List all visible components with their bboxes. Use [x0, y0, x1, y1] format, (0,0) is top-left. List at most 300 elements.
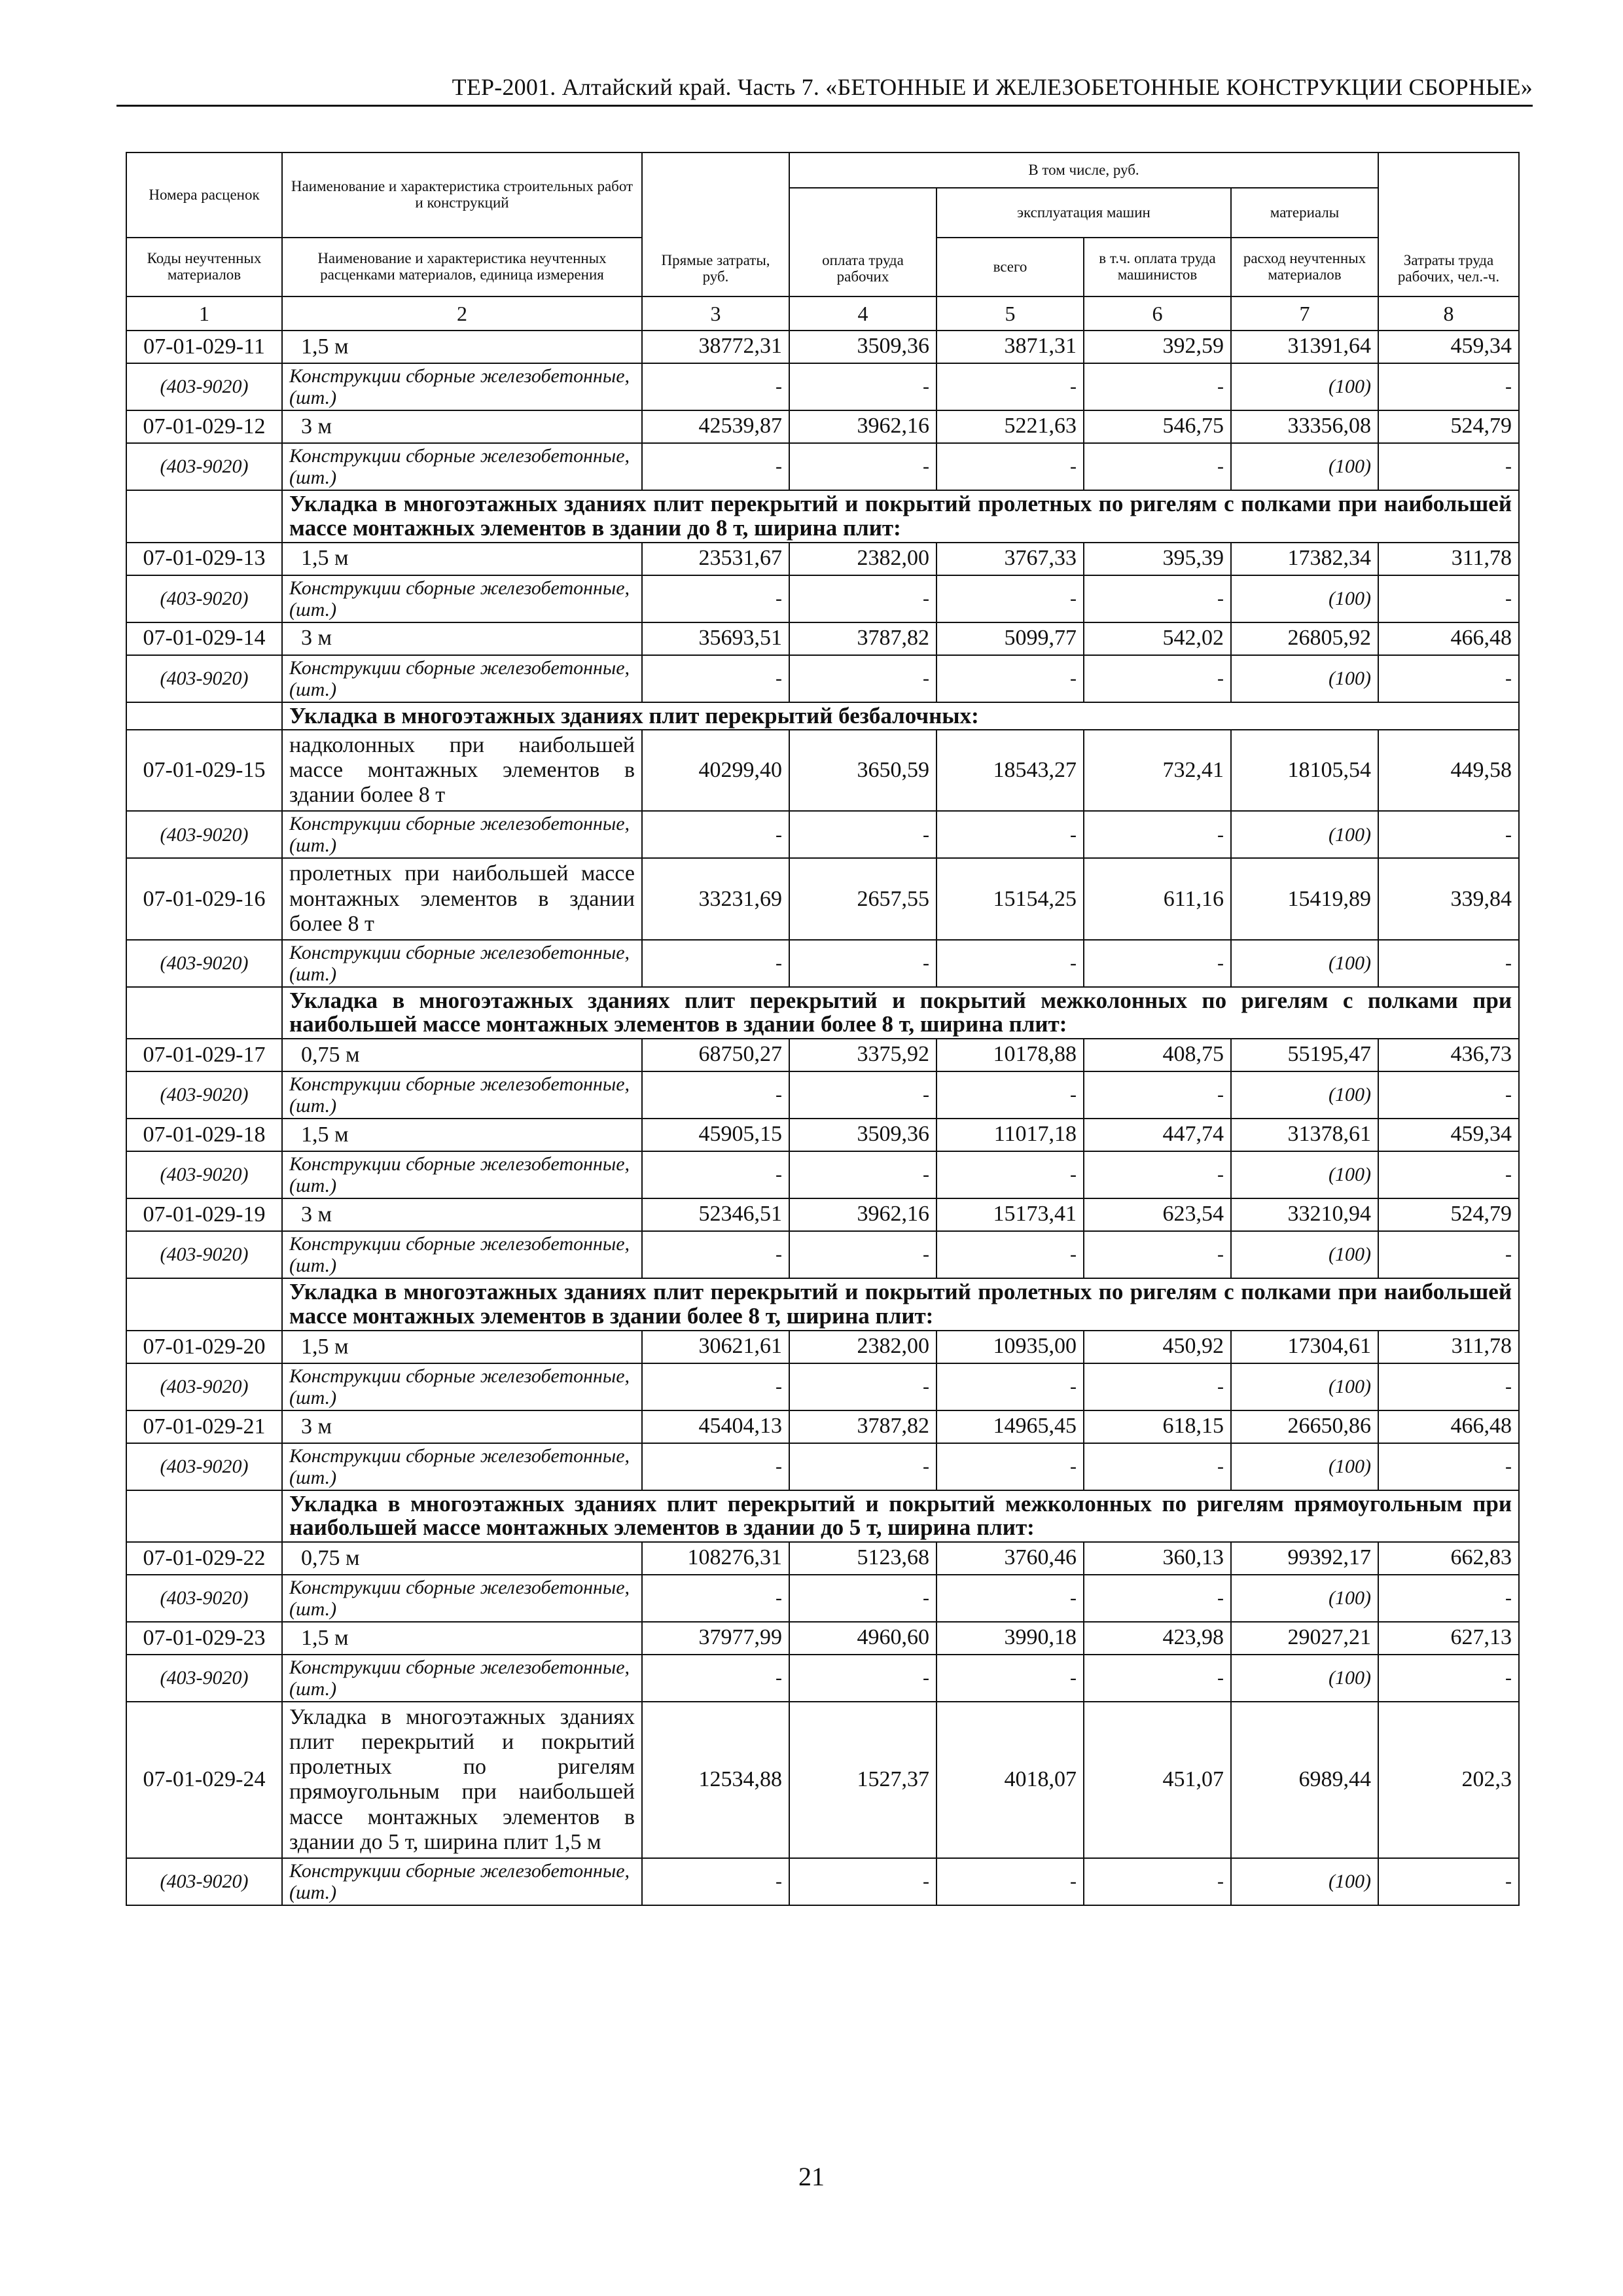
- section-code-cell: [126, 490, 282, 543]
- material-dash: -: [1084, 1363, 1231, 1410]
- direct-costs-value: 33231,69: [642, 858, 789, 939]
- material-name: Конструкции сборные железобетонные, (шт.): [282, 1231, 642, 1278]
- labor-costs-value: 466,48: [1378, 1410, 1519, 1443]
- header-including: В том числе, руб.: [789, 152, 1378, 188]
- material-row: [126, 940, 1519, 987]
- labor-pay-value: 2382,00: [789, 543, 936, 575]
- column-number: 7: [1231, 296, 1378, 331]
- material-dash: -: [936, 363, 1084, 410]
- material-name: Конструкции сборные железобетонные, (шт.): [282, 575, 642, 622]
- header-material-codes: Коды неучтенных материалов: [126, 238, 282, 296]
- material-row: [126, 575, 1519, 622]
- materials-value: 15419,89: [1231, 858, 1378, 939]
- labor-costs-value: 436,73: [1378, 1039, 1519, 1071]
- material-row: [126, 655, 1519, 702]
- machines-total-value: 15173,41: [936, 1198, 1084, 1231]
- material-dash: -: [1378, 940, 1519, 987]
- page-number: 21: [798, 2162, 825, 2191]
- material-quantity: (100): [1231, 811, 1378, 858]
- direct-costs-value: 52346,51: [642, 1198, 789, 1231]
- rate-row: [126, 1198, 1519, 1231]
- direct-costs-value: 12534,88: [642, 1702, 789, 1857]
- section-row: [126, 490, 1519, 543]
- machines-total-value: 10178,88: [936, 1039, 1084, 1071]
- material-code: (403-9020): [126, 443, 282, 490]
- column-number: 3: [642, 296, 789, 331]
- material-dash: -: [1378, 443, 1519, 490]
- labor-pay-value: 5123,68: [789, 1542, 936, 1575]
- rate-code: 07-01-029-17: [126, 1039, 282, 1071]
- section-row: [126, 702, 1519, 730]
- materials-value: 18105,54: [1231, 730, 1378, 811]
- column-number: 1: [126, 296, 282, 331]
- material-dash: -: [1084, 1231, 1231, 1278]
- machines-total-value: 5221,63: [936, 410, 1084, 443]
- materials-value: 99392,17: [1231, 1542, 1378, 1575]
- direct-costs-value: 35693,51: [642, 622, 789, 655]
- material-dash: -: [1378, 1363, 1519, 1410]
- section-code-cell: [126, 987, 282, 1039]
- machines-total-value: 3990,18: [936, 1622, 1084, 1655]
- header-machines-total: всего: [936, 238, 1084, 296]
- material-code: (403-9020): [126, 1443, 282, 1490]
- header-direct-costs: Прямые затраты, руб.: [642, 152, 789, 296]
- rate-code: 07-01-029-24: [126, 1702, 282, 1857]
- material-dash: -: [1084, 1575, 1231, 1622]
- material-dash: -: [936, 575, 1084, 622]
- rate-code: 07-01-029-18: [126, 1119, 282, 1151]
- machinists-pay-value: 408,75: [1084, 1039, 1231, 1071]
- material-dash: -: [1084, 1858, 1231, 1905]
- material-dash: -: [936, 1443, 1084, 1490]
- section-title-text: Укладка в многоэтажных зданиях плит перекрытий и покрытий межколонных по ригелям с полками при наибольшей массе монтажных элементов в здании более 8 т, ширина плит:: [289, 987, 1512, 1037]
- material-dash: -: [789, 655, 936, 702]
- section-title: [282, 1278, 1519, 1331]
- section-row: [126, 987, 1519, 1039]
- material-row: [126, 443, 1519, 490]
- material-dash: -: [642, 811, 789, 858]
- column-number-row: [126, 296, 1519, 331]
- section-title: [282, 987, 1519, 1039]
- material-name: Конструкции сборные железобетонные, (шт.): [282, 811, 642, 858]
- machines-total-value: 10935,00: [936, 1331, 1084, 1363]
- material-code: (403-9020): [126, 1858, 282, 1905]
- material-dash: -: [936, 1858, 1084, 1905]
- material-dash: -: [936, 1363, 1084, 1410]
- material-dash: -: [642, 575, 789, 622]
- material-dash: -: [789, 940, 936, 987]
- section-title: [282, 1490, 1519, 1543]
- material-dash: -: [642, 1151, 789, 1198]
- material-row: [126, 811, 1519, 858]
- material-row: [126, 1363, 1519, 1410]
- direct-costs-value: 45905,15: [642, 1119, 789, 1151]
- material-quantity: (100): [1231, 940, 1378, 987]
- section-title-text: Укладка в многоэтажных зданиях плит перекрытий и покрытий пролетных по ригелям с полками при наибольшей массе монтажных элементов в здании более 8 т, ширина плит:: [289, 1279, 1512, 1329]
- rate-code: 07-01-029-15: [126, 730, 282, 811]
- material-code: (403-9020): [126, 1151, 282, 1198]
- rate-code: 07-01-029-16: [126, 858, 282, 939]
- rate-row: [126, 1542, 1519, 1575]
- machines-total-value: 14965,45: [936, 1410, 1084, 1443]
- page-header: ТЕР-2001. Алтайский край. Часть 7. «БЕТОННЫЕ И ЖЕЛЕЗОБЕТОННЫЕ КОНСТРУКЦИИ СБОРНЫЕ»: [452, 74, 1533, 100]
- section-code-cell: [126, 1278, 282, 1331]
- material-name: Конструкции сборные железобетонные, (шт.): [282, 443, 642, 490]
- labor-costs-value: 311,78: [1378, 543, 1519, 575]
- rate-row: [126, 410, 1519, 443]
- column-number: 5: [936, 296, 1084, 331]
- material-dash: -: [642, 363, 789, 410]
- machinists-pay-value: 360,13: [1084, 1542, 1231, 1575]
- materials-value: 31378,61: [1231, 1119, 1378, 1151]
- labor-costs-value: 524,79: [1378, 1198, 1519, 1231]
- rate-row: [126, 1622, 1519, 1655]
- material-dash: -: [1084, 1443, 1231, 1490]
- table-body: [126, 331, 1519, 1905]
- machines-total-value: 5099,77: [936, 622, 1084, 655]
- materials-value: 26805,92: [1231, 622, 1378, 655]
- material-dash: -: [642, 1231, 789, 1278]
- material-dash: -: [936, 940, 1084, 987]
- header-rule: [116, 105, 1533, 107]
- materials-value: 29027,21: [1231, 1622, 1378, 1655]
- material-quantity: (100): [1231, 1858, 1378, 1905]
- material-dash: -: [1378, 1231, 1519, 1278]
- machines-total-value: 3871,31: [936, 331, 1084, 363]
- section-title-text: Укладка в многоэтажных зданиях плит перекрытий безбалочных:: [289, 702, 979, 728]
- labor-costs-value: 459,34: [1378, 331, 1519, 363]
- rate-code: 07-01-029-22: [126, 1542, 282, 1575]
- section-title: [282, 490, 1519, 543]
- header-materials: материалы: [1231, 188, 1378, 238]
- section-code-cell: [126, 702, 282, 730]
- material-dash: -: [789, 1231, 936, 1278]
- labor-costs-value: 339,84: [1378, 858, 1519, 939]
- rate-name: надколонных при наибольшей массе монтажных элементов в здании более 8 т: [282, 730, 642, 811]
- rate-row: [126, 1119, 1519, 1151]
- material-dash: -: [642, 1575, 789, 1622]
- material-dash: -: [1084, 575, 1231, 622]
- rate-name: 1,5 м: [282, 1331, 642, 1363]
- section-title: [282, 702, 1519, 730]
- labor-pay-value: 3650,59: [789, 730, 936, 811]
- rate-name: 1,5 м: [282, 543, 642, 575]
- machinists-pay-value: 450,92: [1084, 1331, 1231, 1363]
- material-dash: -: [1378, 655, 1519, 702]
- material-quantity: (100): [1231, 1363, 1378, 1410]
- material-dash: -: [789, 1151, 936, 1198]
- material-dash: -: [1378, 575, 1519, 622]
- rate-code: 07-01-029-13: [126, 543, 282, 575]
- materials-value: 33210,94: [1231, 1198, 1378, 1231]
- rate-code: 07-01-029-11: [126, 331, 282, 363]
- material-dash: -: [642, 443, 789, 490]
- labor-pay-value: 3509,36: [789, 1119, 936, 1151]
- material-dash: -: [936, 655, 1084, 702]
- material-dash: -: [1378, 811, 1519, 858]
- material-dash: -: [642, 1071, 789, 1119]
- material-code: (403-9020): [126, 1363, 282, 1410]
- material-row: [126, 1655, 1519, 1702]
- machinists-pay-value: 623,54: [1084, 1198, 1231, 1231]
- rate-row: [126, 543, 1519, 575]
- material-name: Конструкции сборные железобетонные, (шт.): [282, 363, 642, 410]
- material-name: Конструкции сборные железобетонные, (шт.): [282, 1575, 642, 1622]
- material-quantity: (100): [1231, 443, 1378, 490]
- labor-costs-value: 662,83: [1378, 1542, 1519, 1575]
- material-dash: -: [1084, 443, 1231, 490]
- material-dash: -: [1084, 940, 1231, 987]
- material-code: (403-9020): [126, 1655, 282, 1702]
- materials-value: 26650,86: [1231, 1410, 1378, 1443]
- material-dash: -: [789, 1575, 936, 1622]
- material-name: Конструкции сборные железобетонные, (шт.): [282, 1858, 642, 1905]
- material-dash: -: [642, 940, 789, 987]
- material-row: [126, 1231, 1519, 1278]
- header-unaccounted-materials: расход неучтенных материалов: [1231, 238, 1378, 296]
- rate-name: 1,5 м: [282, 1119, 642, 1151]
- rate-name: 3 м: [282, 410, 642, 443]
- direct-costs-value: 37977,99: [642, 1622, 789, 1655]
- rate-code: 07-01-029-20: [126, 1331, 282, 1363]
- machinists-pay-value: 611,16: [1084, 858, 1231, 939]
- machinists-pay-value: 542,02: [1084, 622, 1231, 655]
- labor-pay-value: 4960,60: [789, 1622, 936, 1655]
- material-name: Конструкции сборные железобетонные, (шт.): [282, 1363, 642, 1410]
- material-dash: -: [1378, 1151, 1519, 1198]
- header-machinists-pay: в т.ч. оплата труда машинистов: [1084, 238, 1231, 296]
- rate-row: [126, 331, 1519, 363]
- material-name: Конструкции сборные железобетонные, (шт.): [282, 1655, 642, 1702]
- labor-costs-value: 466,48: [1378, 622, 1519, 655]
- direct-costs-value: 108276,31: [642, 1542, 789, 1575]
- labor-pay-value: 3509,36: [789, 331, 936, 363]
- materials-value: 17304,61: [1231, 1331, 1378, 1363]
- labor-pay-value: 2657,55: [789, 858, 936, 939]
- machines-total-value: 3767,33: [936, 543, 1084, 575]
- material-code: (403-9020): [126, 1071, 282, 1119]
- material-dash: -: [936, 443, 1084, 490]
- rate-name: 3 м: [282, 622, 642, 655]
- machinists-pay-value: 451,07: [1084, 1702, 1231, 1857]
- rate-name: 3 м: [282, 1410, 642, 1443]
- labor-costs-value: 459,34: [1378, 1119, 1519, 1151]
- material-name: Конструкции сборные железобетонные, (шт.): [282, 940, 642, 987]
- header-machines: эксплуатация машин: [936, 188, 1231, 238]
- machinists-pay-value: 392,59: [1084, 331, 1231, 363]
- direct-costs-value: 30621,61: [642, 1331, 789, 1363]
- material-dash: -: [936, 1231, 1084, 1278]
- material-row: [126, 1575, 1519, 1622]
- material-dash: -: [642, 1443, 789, 1490]
- material-dash: -: [1378, 1071, 1519, 1119]
- material-name: Конструкции сборные железобетонные, (шт.): [282, 1071, 642, 1119]
- rate-row: [126, 858, 1519, 939]
- direct-costs-value: 45404,13: [642, 1410, 789, 1443]
- material-dash: -: [789, 1443, 936, 1490]
- machines-total-value: 18543,27: [936, 730, 1084, 811]
- material-dash: -: [789, 363, 936, 410]
- material-row: [126, 1443, 1519, 1490]
- material-code: (403-9020): [126, 940, 282, 987]
- material-dash: -: [1084, 811, 1231, 858]
- column-number: 8: [1378, 296, 1519, 331]
- material-dash: -: [789, 1655, 936, 1702]
- material-dash: -: [789, 811, 936, 858]
- material-quantity: (100): [1231, 1655, 1378, 1702]
- material-dash: -: [789, 1071, 936, 1119]
- material-dash: -: [1378, 1443, 1519, 1490]
- rate-name: Укладка в многоэтажных зданиях плит перекрытий и покрытий пролетных по ригелям прямоугольным при наибольшей массе монтажных элементов в здании до 5 т, ширина плит 1,5 м: [282, 1702, 642, 1857]
- labor-pay-value: 3787,82: [789, 622, 936, 655]
- material-dash: -: [1084, 1071, 1231, 1119]
- rate-row: [126, 1331, 1519, 1363]
- material-dash: -: [789, 443, 936, 490]
- material-dash: -: [936, 1655, 1084, 1702]
- rate-code: 07-01-029-19: [126, 1198, 282, 1231]
- machinists-pay-value: 732,41: [1084, 730, 1231, 811]
- machines-total-value: 11017,18: [936, 1119, 1084, 1151]
- header-work-name: Наименование и характеристика строительных работ и конструкций: [282, 152, 642, 238]
- material-row: [126, 363, 1519, 410]
- material-dash: -: [936, 1151, 1084, 1198]
- labor-pay-value: 2382,00: [789, 1331, 936, 1363]
- labor-costs-value: 627,13: [1378, 1622, 1519, 1655]
- material-code: (403-9020): [126, 1231, 282, 1278]
- material-dash: -: [1378, 1858, 1519, 1905]
- materials-value: 33356,08: [1231, 410, 1378, 443]
- section-code-cell: [126, 1490, 282, 1543]
- machinists-pay-value: 447,74: [1084, 1119, 1231, 1151]
- material-code: (403-9020): [126, 363, 282, 410]
- material-dash: -: [1378, 1575, 1519, 1622]
- material-row: [126, 1858, 1519, 1905]
- material-quantity: (100): [1231, 1151, 1378, 1198]
- material-quantity: (100): [1231, 1443, 1378, 1490]
- rate-code: 07-01-029-23: [126, 1622, 282, 1655]
- material-dash: -: [1378, 1655, 1519, 1702]
- rate-name: 0,75 м: [282, 1039, 642, 1071]
- section-title-text: Укладка в многоэтажных зданиях плит перекрытий и покрытий межколонных по ригелям прямоугольным при наибольшей массе монтажных элементов в здании до 5 т, ширина плит:: [289, 1490, 1512, 1541]
- material-dash: -: [642, 1363, 789, 1410]
- rate-name: пролетных при наибольшей массе монтажных элементов в здании более 8 т: [282, 858, 642, 939]
- material-dash: -: [642, 1858, 789, 1905]
- header-labor-pay: оплата труда рабочих: [789, 188, 936, 296]
- material-dash: -: [789, 1858, 936, 1905]
- material-name: Конструкции сборные железобетонные, (шт.): [282, 1443, 642, 1490]
- header-rate-numbers: Номера расценок: [126, 152, 282, 238]
- header-labor-costs: Затраты труда рабочих, чел.-ч.: [1378, 152, 1519, 296]
- material-row: [126, 1071, 1519, 1119]
- labor-pay-value: 3962,16: [789, 410, 936, 443]
- materials-value: 6989,44: [1231, 1702, 1378, 1857]
- materials-value: 31391,64: [1231, 331, 1378, 363]
- header-material-name: Наименование и характеристика неучтенных расценками материалов, единица измерения: [282, 238, 642, 296]
- materials-value: 55195,47: [1231, 1039, 1378, 1071]
- direct-costs-value: 23531,67: [642, 543, 789, 575]
- rate-code: 07-01-029-14: [126, 622, 282, 655]
- material-code: (403-9020): [126, 575, 282, 622]
- material-dash: -: [789, 575, 936, 622]
- machinists-pay-value: 395,39: [1084, 543, 1231, 575]
- rate-row: [126, 730, 1519, 811]
- rate-row: [126, 1410, 1519, 1443]
- labor-costs-value: 524,79: [1378, 410, 1519, 443]
- material-name: Конструкции сборные железобетонные, (шт.): [282, 655, 642, 702]
- material-dash: -: [1084, 363, 1231, 410]
- rate-row: [126, 1702, 1519, 1857]
- column-number: 6: [1084, 296, 1231, 331]
- labor-pay-value: 1527,37: [789, 1702, 936, 1857]
- labor-pay-value: 3375,92: [789, 1039, 936, 1071]
- direct-costs-value: 38772,31: [642, 331, 789, 363]
- labor-costs-value: 311,78: [1378, 1331, 1519, 1363]
- material-quantity: (100): [1231, 363, 1378, 410]
- section-title-text: Укладка в многоэтажных зданиях плит перекрытий и покрытий пролетных по ригелям с полками при наибольшей массе монтажных элементов в здании до 8 т, ширина плит:: [289, 491, 1512, 541]
- material-code: (403-9020): [126, 1575, 282, 1622]
- material-quantity: (100): [1231, 1231, 1378, 1278]
- material-row: [126, 1151, 1519, 1198]
- labor-pay-value: 3787,82: [789, 1410, 936, 1443]
- rate-name: 3 м: [282, 1198, 642, 1231]
- section-row: [126, 1278, 1519, 1331]
- material-quantity: (100): [1231, 1575, 1378, 1622]
- material-dash: -: [936, 811, 1084, 858]
- machines-total-value: 4018,07: [936, 1702, 1084, 1857]
- table-header: [126, 152, 1519, 331]
- material-dash: -: [642, 655, 789, 702]
- rate-row: [126, 1039, 1519, 1071]
- labor-pay-value: 3962,16: [789, 1198, 936, 1231]
- material-code: (403-9020): [126, 811, 282, 858]
- material-dash: -: [642, 1655, 789, 1702]
- material-code: (403-9020): [126, 655, 282, 702]
- direct-costs-value: 42539,87: [642, 410, 789, 443]
- material-dash: -: [1084, 1655, 1231, 1702]
- column-number: 2: [282, 296, 642, 331]
- section-row: [126, 1490, 1519, 1543]
- rates-table: [126, 152, 1520, 1906]
- rate-name: 1,5 м: [282, 1622, 642, 1655]
- material-dash: -: [936, 1575, 1084, 1622]
- material-dash: -: [1084, 1151, 1231, 1198]
- machines-total-value: 15154,25: [936, 858, 1084, 939]
- material-name: Конструкции сборные железобетонные, (шт.): [282, 1151, 642, 1198]
- rate-code: 07-01-029-21: [126, 1410, 282, 1443]
- material-dash: -: [789, 1363, 936, 1410]
- material-dash: -: [1378, 363, 1519, 410]
- rate-code: 07-01-029-12: [126, 410, 282, 443]
- material-quantity: (100): [1231, 1071, 1378, 1119]
- material-dash: -: [1084, 655, 1231, 702]
- machinists-pay-value: 618,15: [1084, 1410, 1231, 1443]
- rate-row: [126, 622, 1519, 655]
- machines-total-value: 3760,46: [936, 1542, 1084, 1575]
- labor-costs-value: 449,58: [1378, 730, 1519, 811]
- material-quantity: (100): [1231, 575, 1378, 622]
- direct-costs-value: 40299,40: [642, 730, 789, 811]
- machinists-pay-value: 423,98: [1084, 1622, 1231, 1655]
- machinists-pay-value: 546,75: [1084, 410, 1231, 443]
- labor-costs-value: 202,3: [1378, 1702, 1519, 1857]
- rate-name: 0,75 м: [282, 1542, 642, 1575]
- material-dash: -: [936, 1071, 1084, 1119]
- materials-value: 17382,34: [1231, 543, 1378, 575]
- direct-costs-value: 68750,27: [642, 1039, 789, 1071]
- rate-name: 1,5 м: [282, 331, 642, 363]
- material-quantity: (100): [1231, 655, 1378, 702]
- column-number: 4: [789, 296, 936, 331]
